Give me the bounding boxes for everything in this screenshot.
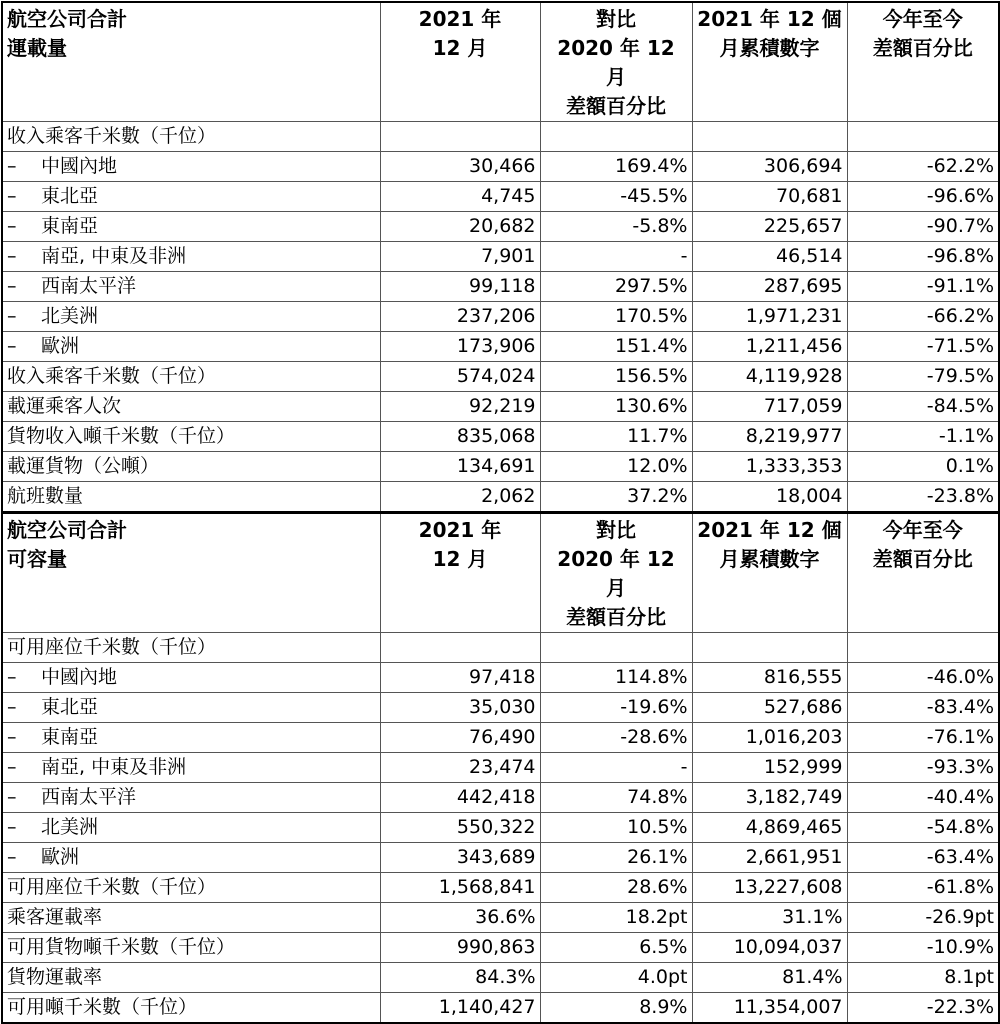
row-label-cell — [2, 152, 380, 182]
cell-v2: - — [540, 242, 692, 272]
cell-v2: 74.8% — [540, 783, 692, 813]
row-label: 東南亞 — [41, 726, 99, 748]
cell-v3: 225,657 — [692, 212, 847, 242]
table-row — [2, 332, 999, 362]
header-vs-line2: 2020 年 12 月 — [557, 36, 675, 89]
row-label: 收入乘客千米數（千位） — [7, 125, 217, 147]
cell-v3: 13,227,608 — [692, 873, 847, 903]
header-cumulative-line1: 2021 年 12 個 — [697, 518, 842, 542]
row-dash: – — [7, 185, 17, 207]
cell-v2: 26.1% — [540, 843, 692, 873]
cell-v4: -83.4% — [847, 693, 999, 723]
cell-v2: 6.5% — [540, 933, 692, 963]
row-dash: – — [7, 846, 17, 868]
row-label: 西南太平洋 — [41, 275, 137, 297]
cell-v1: 36.6% — [380, 903, 540, 933]
header-ytd-line2: 差額百分比 — [872, 547, 973, 571]
cell-v3: 2,661,951 — [692, 843, 847, 873]
row-label-cell — [2, 332, 380, 362]
cell-v2: - — [540, 753, 692, 783]
cell-v3: 46,514 — [692, 242, 847, 272]
row-dash: – — [7, 155, 17, 177]
header-title-line1: 航空公司合計 — [7, 7, 127, 31]
cell-v2: 18.2pt — [540, 903, 692, 933]
row-label-cell — [2, 963, 380, 993]
cell-v2: 151.4% — [540, 332, 692, 362]
row-label: 東南亞 — [41, 215, 99, 237]
row-label: 乘客運載率 — [7, 906, 103, 928]
row-label-cell — [2, 993, 380, 1024]
cell-v2: 12.0% — [540, 452, 692, 482]
row-dash: – — [7, 275, 17, 297]
row-label-cell — [2, 873, 380, 903]
cell-v4: -10.9% — [847, 933, 999, 963]
header-vs-line1: 對比 — [596, 518, 636, 542]
cell-v4: -84.5% — [847, 392, 999, 422]
header-title-line1: 航空公司合計 — [7, 518, 127, 542]
row-dash: – — [7, 245, 17, 267]
cell-v2: 130.6% — [540, 392, 692, 422]
cell-v2: 4.0pt — [540, 963, 692, 993]
cell-v1: 30,466 — [380, 152, 540, 182]
header-vs-line3: 差額百分比 — [566, 94, 666, 118]
cell-v3: 70,681 — [692, 182, 847, 212]
header-vs-last-year — [540, 2, 692, 122]
header-title — [2, 513, 380, 633]
traffic-table — [1, 1, 1000, 513]
row-dash: – — [7, 335, 17, 357]
cell-v1 — [380, 122, 540, 152]
cell-v1: 990,863 — [380, 933, 540, 963]
header-cumulative-line2: 月累積數字 — [719, 547, 820, 571]
table-header-row — [2, 2, 999, 122]
row-dash: – — [7, 816, 17, 838]
row-label-cell — [2, 933, 380, 963]
cell-v4: -91.1% — [847, 272, 999, 302]
row-label: 東北亞 — [41, 185, 99, 207]
header-title-line2: 可容量 — [7, 547, 67, 571]
header-month-line1: 2021 年 — [418, 7, 502, 31]
table-row — [2, 152, 999, 182]
cell-v3: 717,059 — [692, 392, 847, 422]
cell-v3: 4,119,928 — [692, 362, 847, 392]
table-row — [2, 362, 999, 392]
row-dash: – — [7, 666, 17, 688]
header-cumulative — [692, 2, 847, 122]
row-label-cell — [2, 362, 380, 392]
row-label: 可用座位千米數（千位） — [7, 636, 217, 658]
row-label: 收入乘客千米數（千位） — [7, 365, 217, 387]
cell-v1: 7,901 — [380, 242, 540, 272]
cell-v1: 237,206 — [380, 302, 540, 332]
cell-v4: -71.5% — [847, 332, 999, 362]
row-label-cell — [2, 753, 380, 783]
row-label-cell — [2, 122, 380, 152]
cell-v4: -1.1% — [847, 422, 999, 452]
cell-v2: 156.5% — [540, 362, 692, 392]
row-label: 載運貨物（公噸） — [7, 455, 160, 477]
row-label: 貨物收入噸千米數（千位） — [7, 425, 236, 447]
cell-v3: 11,354,007 — [692, 993, 847, 1024]
table-row — [2, 783, 999, 813]
header-cumulative-line1: 2021 年 12 個 — [697, 7, 842, 31]
cell-v4 — [847, 122, 999, 152]
cell-v4: -66.2% — [847, 302, 999, 332]
cell-v1: 574,024 — [380, 362, 540, 392]
table-row — [2, 753, 999, 783]
cell-v3: 3,182,749 — [692, 783, 847, 813]
table-row — [2, 302, 999, 332]
header-month-line2: 12 月 — [432, 36, 488, 60]
cell-v3: 306,694 — [692, 152, 847, 182]
row-label-cell — [2, 272, 380, 302]
header-ytd-line1: 今年至今 — [882, 7, 963, 31]
table-row — [2, 903, 999, 933]
row-label-cell — [2, 452, 380, 482]
row-label: 歐洲 — [41, 335, 80, 357]
row-label: 可用座位千米數（千位） — [7, 876, 217, 898]
cell-v4: -23.8% — [847, 482, 999, 513]
row-label-cell — [2, 843, 380, 873]
row-label-cell — [2, 903, 380, 933]
header-vs-line3: 差額百分比 — [566, 605, 666, 629]
row-label: 南亞, 中東及非洲 — [41, 756, 187, 778]
table-row — [2, 422, 999, 452]
cell-v2: 297.5% — [540, 272, 692, 302]
cell-v1: 1,140,427 — [380, 993, 540, 1024]
row-label: 東北亞 — [41, 696, 99, 718]
row-label-cell — [2, 392, 380, 422]
row-label-cell — [2, 302, 380, 332]
header-title-line2: 運載量 — [7, 36, 67, 60]
header-ytd-line1: 今年至今 — [882, 518, 963, 542]
cell-v3: 4,869,465 — [692, 813, 847, 843]
table-row — [2, 813, 999, 843]
row-label-cell — [2, 693, 380, 723]
row-label-cell — [2, 633, 380, 663]
row-dash: – — [7, 696, 17, 718]
row-label-cell — [2, 422, 380, 452]
row-label: 西南太平洋 — [41, 786, 137, 808]
cell-v3: 1,016,203 — [692, 723, 847, 753]
cell-v3: 81.4% — [692, 963, 847, 993]
cell-v2: 170.5% — [540, 302, 692, 332]
cell-v4: -76.1% — [847, 723, 999, 753]
header-month — [380, 2, 540, 122]
cell-v1: 4,745 — [380, 182, 540, 212]
cell-v3: 18,004 — [692, 482, 847, 513]
cell-v1: 2,062 — [380, 482, 540, 513]
cell-v2: 11.7% — [540, 422, 692, 452]
row-label: 北美洲 — [41, 305, 99, 327]
table-row — [2, 242, 999, 272]
table-row — [2, 482, 999, 513]
row-label: 中國內地 — [41, 155, 118, 177]
cell-v3: 816,555 — [692, 663, 847, 693]
row-label-cell — [2, 723, 380, 753]
cell-v4: -79.5% — [847, 362, 999, 392]
cell-v1: 92,219 — [380, 392, 540, 422]
cell-v4: -40.4% — [847, 783, 999, 813]
header-vs-line1: 對比 — [596, 7, 636, 31]
cell-v1: 343,689 — [380, 843, 540, 873]
row-dash: – — [7, 786, 17, 808]
cell-v2: 114.8% — [540, 663, 692, 693]
cell-v4: -96.8% — [847, 242, 999, 272]
table-row — [2, 933, 999, 963]
cell-v2: 10.5% — [540, 813, 692, 843]
cell-v4: -96.6% — [847, 182, 999, 212]
cell-v1: 99,118 — [380, 272, 540, 302]
table-row — [2, 122, 999, 152]
table-header-row — [2, 513, 999, 633]
cell-v2: -5.8% — [540, 212, 692, 242]
row-label-cell — [2, 813, 380, 843]
table-row — [2, 993, 999, 1024]
cell-v3: 8,219,977 — [692, 422, 847, 452]
cell-v2 — [540, 122, 692, 152]
row-label: 北美洲 — [41, 816, 99, 838]
row-label-cell — [2, 663, 380, 693]
cell-v3: 287,695 — [692, 272, 847, 302]
header-cumulative — [692, 513, 847, 633]
cell-v4: 0.1% — [847, 452, 999, 482]
row-label-cell — [2, 482, 380, 513]
cell-v4: -26.9pt — [847, 903, 999, 933]
table-row — [2, 272, 999, 302]
cell-v1: 84.3% — [380, 963, 540, 993]
capacity-table — [1, 512, 1000, 1024]
header-vs-last-year — [540, 513, 692, 633]
table-row — [2, 963, 999, 993]
cell-v3: 31.1% — [692, 903, 847, 933]
cell-v4: -61.8% — [847, 873, 999, 903]
table-row — [2, 873, 999, 903]
row-label: 航班數量 — [7, 485, 84, 507]
row-label: 南亞, 中東及非洲 — [41, 245, 187, 267]
table-row — [2, 392, 999, 422]
header-ytd-change — [847, 2, 999, 122]
row-label-cell — [2, 182, 380, 212]
cell-v1: 97,418 — [380, 663, 540, 693]
row-dash: – — [7, 215, 17, 237]
cell-v3: 152,999 — [692, 753, 847, 783]
cell-v1: 23,474 — [380, 753, 540, 783]
cell-v3: 1,971,231 — [692, 302, 847, 332]
header-title — [2, 2, 380, 122]
cell-v1 — [380, 633, 540, 663]
cell-v4: -90.7% — [847, 212, 999, 242]
row-label: 載運乘客人次 — [7, 395, 122, 417]
table-row — [2, 182, 999, 212]
cell-v4: -93.3% — [847, 753, 999, 783]
cell-v2: -45.5% — [540, 182, 692, 212]
cell-v4: -22.3% — [847, 993, 999, 1024]
table-row — [2, 843, 999, 873]
header-month-line2: 12 月 — [432, 547, 488, 571]
cell-v4: -54.8% — [847, 813, 999, 843]
cell-v3: 1,333,353 — [692, 452, 847, 482]
cell-v3: 527,686 — [692, 693, 847, 723]
row-label-cell — [2, 242, 380, 272]
cell-v2: 8.9% — [540, 993, 692, 1024]
row-label: 貨物運載率 — [7, 966, 103, 988]
cell-v4: 8.1pt — [847, 963, 999, 993]
row-dash: – — [7, 726, 17, 748]
row-label: 可用貨物噸千米數（千位） — [7, 936, 236, 958]
cell-v2 — [540, 633, 692, 663]
cell-v3 — [692, 122, 847, 152]
cell-v4: -63.4% — [847, 843, 999, 873]
row-label: 中國內地 — [41, 666, 118, 688]
row-dash: – — [7, 305, 17, 327]
cell-v3 — [692, 633, 847, 663]
cell-v4: -62.2% — [847, 152, 999, 182]
cell-v1: 442,418 — [380, 783, 540, 813]
table-row — [2, 693, 999, 723]
header-month — [380, 513, 540, 633]
header-vs-line2: 2020 年 12 月 — [557, 547, 675, 600]
cell-v2: 169.4% — [540, 152, 692, 182]
row-label: 歐洲 — [41, 846, 80, 868]
cell-v1: 550,322 — [380, 813, 540, 843]
table-row — [2, 633, 999, 663]
cell-v1: 76,490 — [380, 723, 540, 753]
row-label: 可用噸千米數（千位） — [7, 996, 198, 1018]
table-row — [2, 723, 999, 753]
cell-v4 — [847, 633, 999, 663]
cell-v1: 134,691 — [380, 452, 540, 482]
cell-v2: 28.6% — [540, 873, 692, 903]
cell-v1: 835,068 — [380, 422, 540, 452]
cell-v1: 1,568,841 — [380, 873, 540, 903]
row-label-cell — [2, 212, 380, 242]
header-month-line1: 2021 年 — [418, 518, 502, 542]
cell-v1: 173,906 — [380, 332, 540, 362]
header-cumulative-line2: 月累積數字 — [719, 36, 820, 60]
row-label-cell — [2, 783, 380, 813]
header-ytd-line2: 差額百分比 — [872, 36, 973, 60]
cell-v2: -28.6% — [540, 723, 692, 753]
cell-v3: 1,211,456 — [692, 332, 847, 362]
table-row — [2, 212, 999, 242]
cell-v1: 35,030 — [380, 693, 540, 723]
row-dash: – — [7, 756, 17, 778]
cell-v3: 10,094,037 — [692, 933, 847, 963]
cell-v2: -19.6% — [540, 693, 692, 723]
table-row — [2, 663, 999, 693]
cell-v2: 37.2% — [540, 482, 692, 513]
cell-v1: 20,682 — [380, 212, 540, 242]
table-row — [2, 452, 999, 482]
header-ytd-change — [847, 513, 999, 633]
cell-v4: -46.0% — [847, 663, 999, 693]
